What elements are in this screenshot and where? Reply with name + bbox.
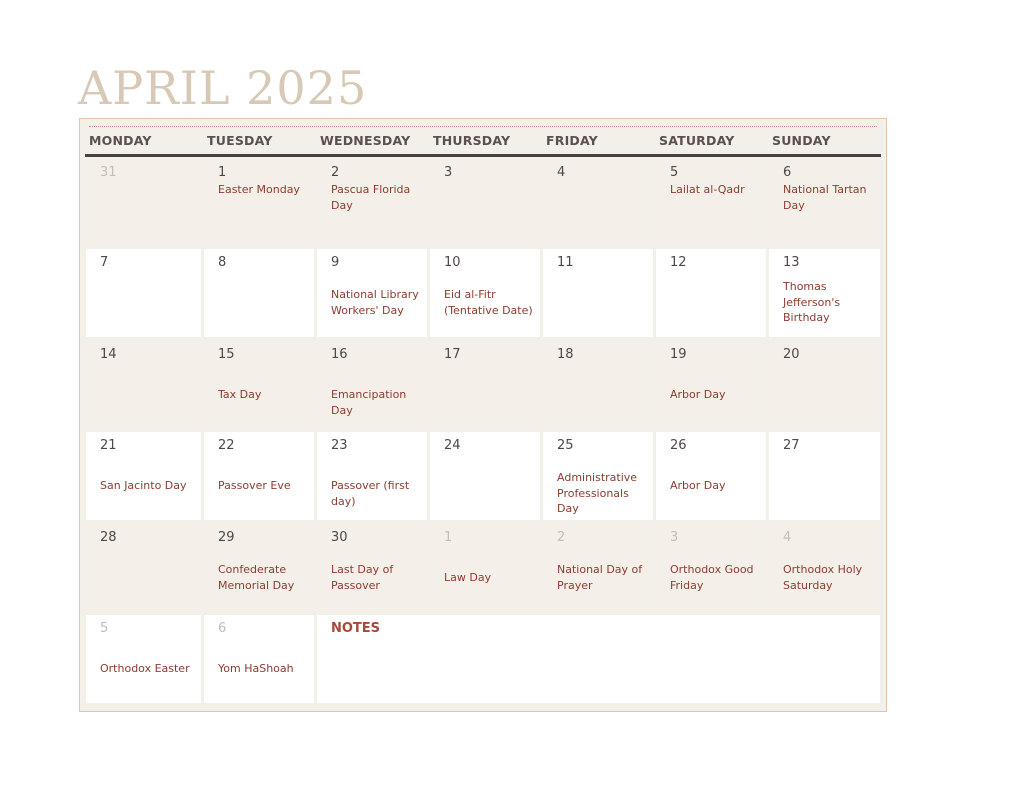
header-rule	[85, 154, 881, 157]
event-text: Eid al-Fitr	[444, 288, 496, 301]
day-number: 9	[331, 255, 340, 270]
day-cell[interactable]	[317, 341, 427, 429]
day-cell[interactable]	[769, 341, 880, 429]
day-cell[interactable]	[86, 432, 201, 520]
notes-area[interactable]	[317, 615, 880, 703]
day-number: 1	[218, 165, 227, 180]
event-text: Thomas	[783, 280, 827, 293]
day-number: 5	[670, 165, 679, 180]
event-text: Saturday	[783, 578, 833, 592]
day-cell[interactable]	[656, 249, 766, 337]
day-number: 10	[444, 255, 461, 270]
event-text: Confederate	[218, 563, 287, 576]
day-number: 6	[783, 165, 792, 180]
day-number: 31	[100, 165, 117, 180]
day-cell[interactable]	[204, 432, 314, 520]
day-cell[interactable]	[204, 341, 314, 429]
day-number: 24	[444, 438, 461, 453]
day-number: 13	[783, 255, 800, 270]
event-text: National Tartan	[783, 183, 867, 196]
day-number: 12	[670, 255, 687, 270]
day-number: 2	[557, 530, 566, 545]
event-text: Law Day	[444, 571, 492, 584]
calendar-title: APRIL 2025	[78, 61, 368, 115]
weekday-header	[80, 131, 886, 155]
day-cell[interactable]	[430, 249, 540, 337]
day-cell[interactable]	[430, 159, 540, 247]
notes-label: NOTES	[331, 621, 381, 636]
event-text: Lailat al-Qadr	[670, 183, 745, 196]
day-cell[interactable]	[543, 432, 653, 520]
day-number: 7	[100, 255, 109, 270]
day-number: 22	[218, 438, 235, 453]
day-cell[interactable]	[204, 524, 314, 612]
event-text: San Jacinto Day	[100, 479, 187, 492]
day-cell[interactable]	[430, 432, 540, 520]
day-cell[interactable]	[656, 341, 766, 429]
weekday-sunday: SUNDAY	[772, 133, 831, 148]
day-cell[interactable]	[543, 249, 653, 337]
day-number: 8	[218, 255, 227, 270]
day-number: 28	[100, 530, 117, 545]
event-text: Orthodox Easter	[100, 662, 190, 675]
day-number: 3	[670, 530, 679, 545]
day-number: 11	[557, 255, 574, 270]
weekday-monday: MONDAY	[89, 133, 152, 148]
day-number: 19	[670, 347, 687, 362]
event-text: Emancipation Day	[331, 388, 407, 417]
day-cell[interactable]	[656, 524, 766, 612]
event-text: Prayer	[557, 578, 593, 592]
weekday-friday: FRIDAY	[546, 133, 598, 148]
event-text: Administrative	[557, 471, 638, 484]
day-cell[interactable]	[543, 341, 653, 429]
day-cell[interactable]	[86, 159, 201, 247]
day-number: 25	[557, 438, 574, 453]
weekday-thursday: THURSDAY	[433, 133, 511, 148]
event-text: Birthday	[783, 311, 830, 324]
day-number: 6	[218, 621, 227, 636]
event-text: Friday	[670, 578, 704, 592]
day-cell[interactable]	[204, 159, 314, 247]
day-number: 16	[331, 347, 348, 362]
weekday-saturday: SATURDAY	[659, 133, 735, 148]
day-cell[interactable]	[769, 432, 880, 520]
event-text: Orthodox Good	[670, 563, 754, 576]
day-cell[interactable]	[204, 615, 314, 703]
day-number: 27	[783, 438, 800, 453]
event-text: Arbor Day	[670, 479, 726, 492]
day-cell[interactable]	[86, 524, 201, 612]
day-cell[interactable]	[430, 524, 540, 612]
day-cell[interactable]	[317, 159, 427, 247]
day-number: 20	[783, 347, 800, 362]
calendar-frame	[79, 118, 887, 712]
day-cell[interactable]	[86, 341, 201, 429]
event-text: Workers' Day	[331, 303, 404, 317]
day-number: 26	[670, 438, 687, 453]
event-text: National Day of	[557, 563, 643, 576]
weekday-tuesday: TUESDAY	[207, 133, 273, 148]
event-text: Orthodox Holy	[783, 563, 863, 576]
day-cell[interactable]	[317, 524, 427, 612]
day-cell[interactable]	[769, 524, 880, 612]
event-text: Day	[783, 198, 805, 212]
event-text: Easter Monday	[218, 183, 300, 196]
day-number: 2	[331, 165, 340, 180]
day-cell[interactable]	[769, 159, 880, 247]
day-number: 21	[100, 438, 117, 453]
event-text: Pascua Florida Day	[331, 183, 411, 212]
event-text: Passover Eve	[218, 479, 291, 492]
day-cell[interactable]	[204, 249, 314, 337]
day-number: 15	[218, 347, 235, 362]
day-number: 14	[100, 347, 117, 362]
day-number: 30	[331, 530, 348, 545]
day-cell[interactable]	[86, 615, 201, 703]
day-cell[interactable]	[769, 249, 880, 337]
event-text: National Library	[331, 288, 419, 301]
day-cell[interactable]	[317, 432, 427, 520]
day-number: 4	[783, 530, 792, 545]
event-text: Memorial Day	[218, 578, 295, 592]
event-text: Last Day of	[331, 563, 394, 576]
weekday-wednesday: WEDNESDAY	[320, 133, 411, 148]
event-text: Yom HaShoah	[218, 662, 294, 675]
day-cell[interactable]	[317, 249, 427, 337]
event-text: Jefferson's	[783, 295, 841, 309]
day-number: 29	[218, 530, 235, 545]
event-text: Tax Day	[218, 388, 262, 401]
day-number: 1	[444, 530, 453, 545]
day-cell[interactable]	[656, 432, 766, 520]
day-number: 23	[331, 438, 348, 453]
event-text: Passover (first day)	[331, 479, 410, 508]
day-cell[interactable]	[86, 249, 201, 337]
day-number: 17	[444, 347, 461, 362]
day-cell[interactable]	[543, 524, 653, 612]
day-number: 3	[444, 165, 453, 180]
day-number: 5	[100, 621, 109, 636]
day-number: 18	[557, 347, 574, 362]
day-number: 4	[557, 165, 566, 180]
day-cell[interactable]	[543, 159, 653, 247]
event-text: Arbor Day	[670, 388, 726, 401]
event-text: (Tentative Date)	[444, 303, 533, 317]
dotted-divider	[89, 126, 877, 127]
day-cell[interactable]	[656, 159, 766, 247]
event-text: Professionals Day	[557, 486, 629, 515]
event-text: Passover	[331, 578, 380, 592]
day-cell[interactable]	[430, 341, 540, 429]
